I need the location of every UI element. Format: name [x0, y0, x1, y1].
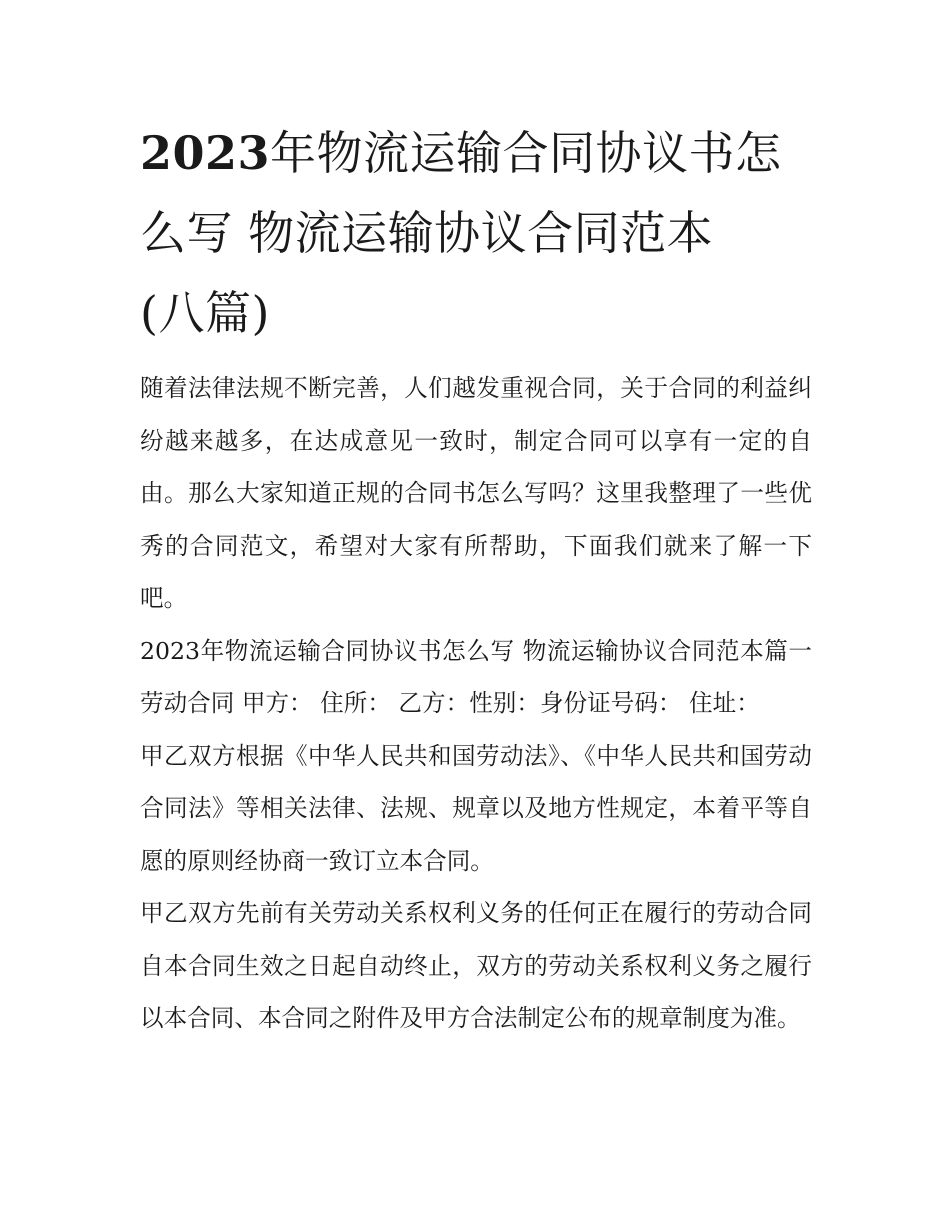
title-line-2: 么写 物流运输协议合同范本 — [140, 206, 714, 260]
title-year: 2023 — [140, 126, 271, 180]
body-paragraph: 甲乙双方先前有关劳动关系权利义务的任何正在履行的劳动合同自本合同生效之日起自动终止，双方的劳动关系权利义务之履行以本合同、本合同之附件及甲方合法制定公布的规章制度为准。 — [140, 899, 812, 1032]
section-heading-paragraph: 2023年物流运输合同协议书怎么写 物流运输协议合同范本篇一 劳动合同 甲方： 住所： 乙方：性别：身份证号码： 住址： — [140, 636, 812, 717]
body-paragraph: 甲乙双方根据《中华人民共和国劳动法》、《中华人民共和国劳动合同法》等相关法律、法规、规章以及地方性规定，本着平等自愿的原则经协商一致订立本合同。 — [140, 741, 812, 875]
intro-paragraph: 随着法律法规不断完善，人们越发重视合同，关于合同的利益纠纷越来越多，在达成意见一致时，制定合同可以享有一定的自由。那么大家知道正规的合同书怎么写吗？这里我整理了一些优秀的合同范文，希望对大家有所帮助，下面我们就来了解一下吧。 — [140, 374, 812, 612]
document-page — [140, 113, 812, 1045]
title-line-1: 年物流运输合同协议书怎 — [270, 126, 782, 180]
document-title — [140, 113, 812, 353]
title-line-3: (八篇) — [140, 286, 270, 340]
